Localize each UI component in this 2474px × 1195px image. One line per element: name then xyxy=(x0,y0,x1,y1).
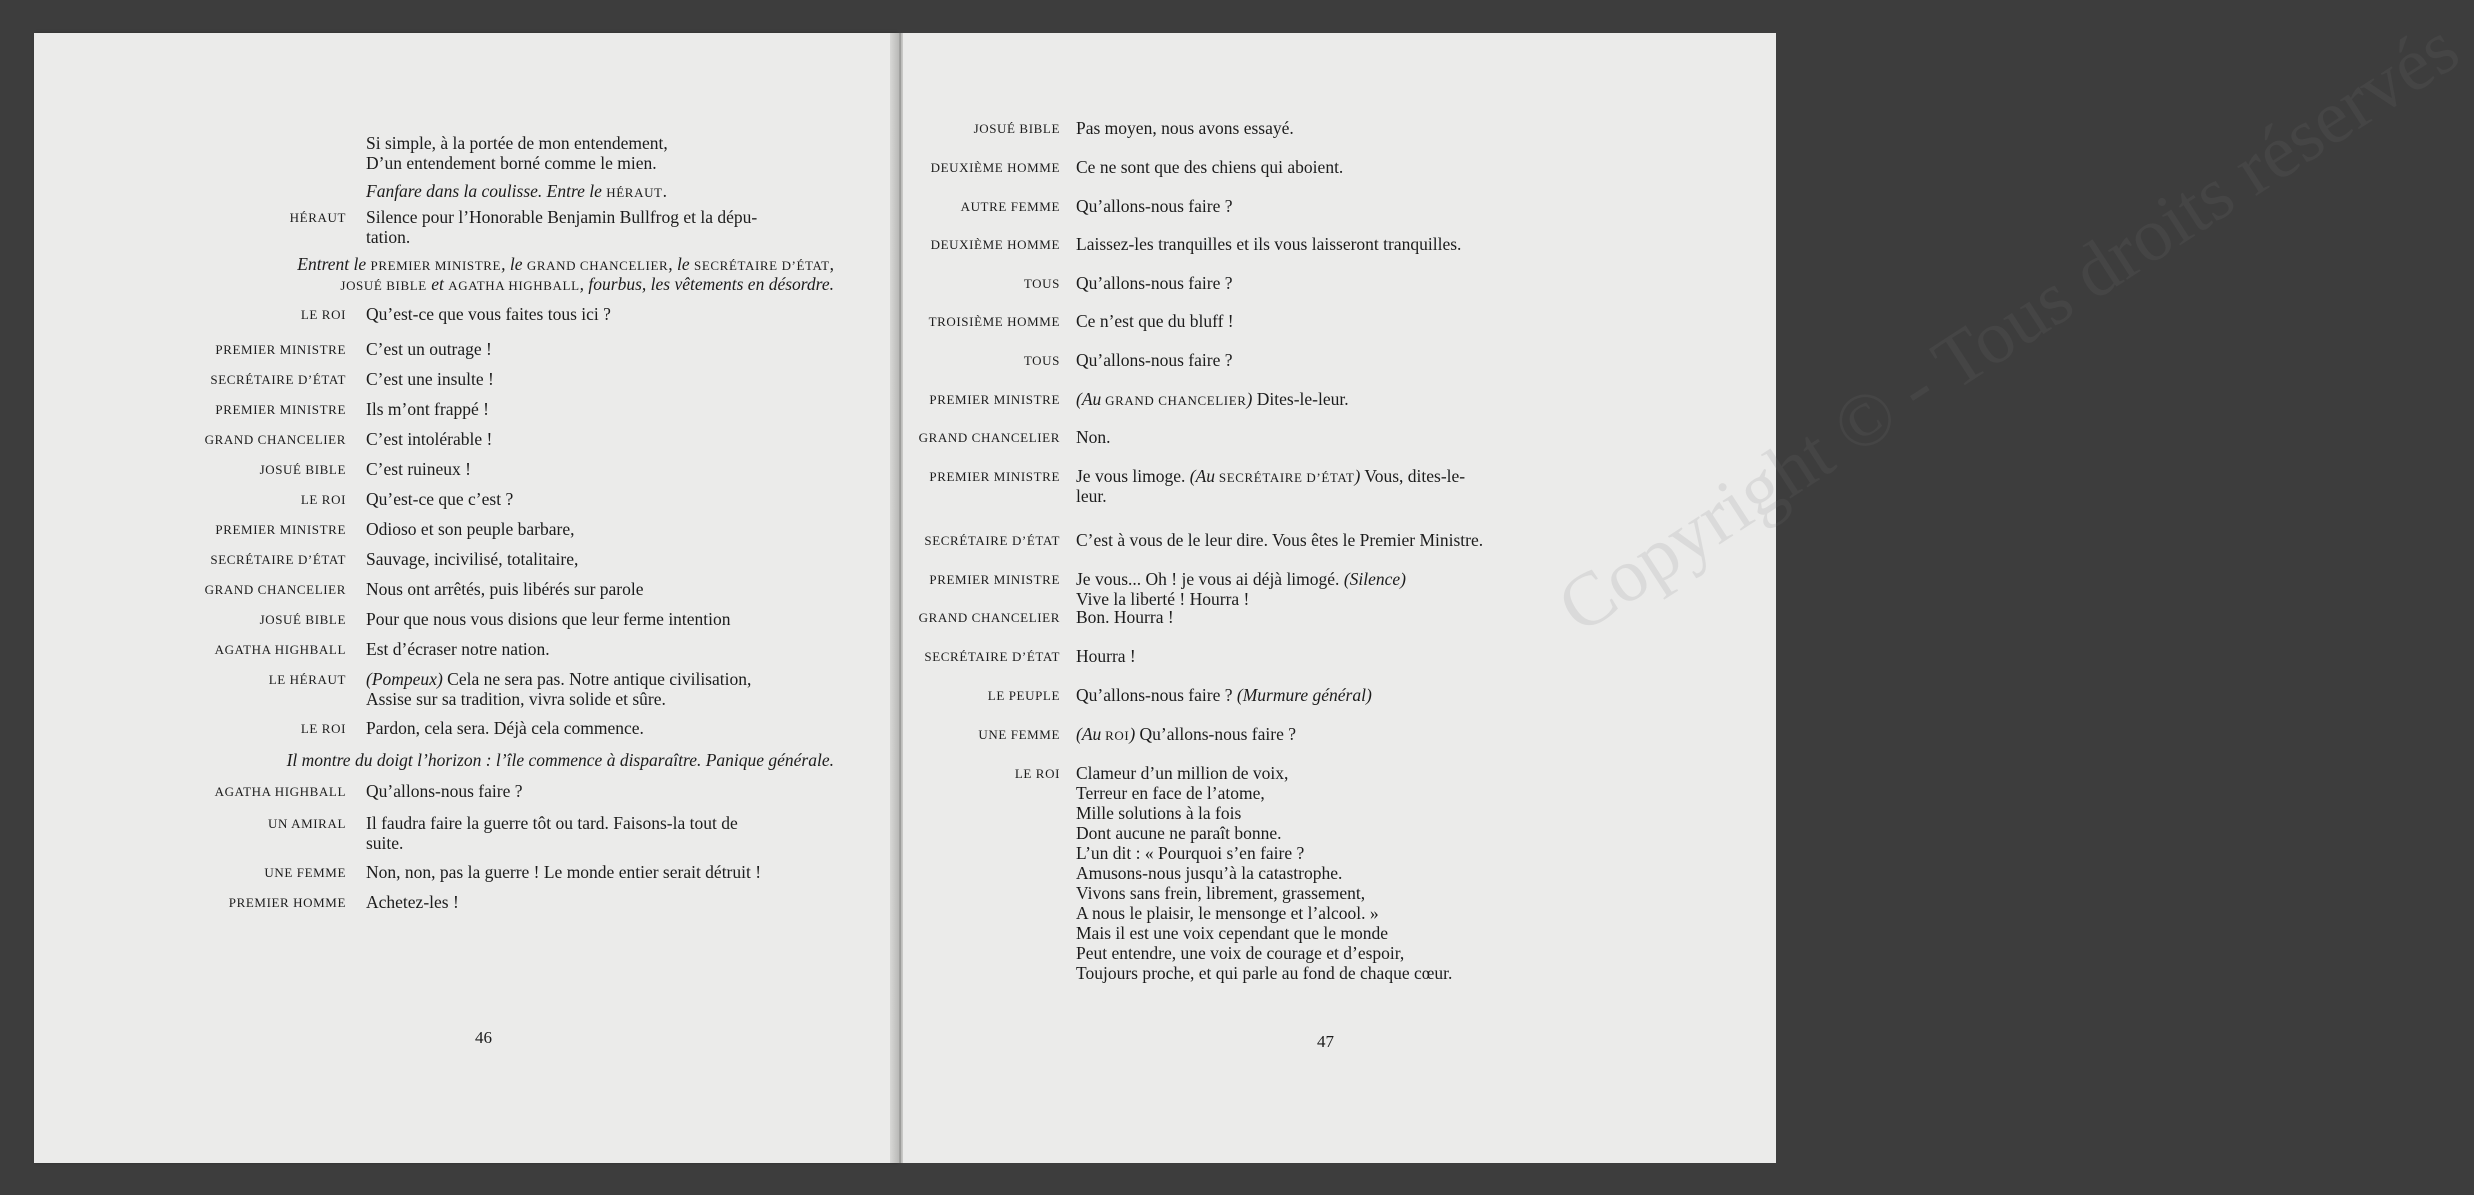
dialogue-line: Qu’allons-nous faire ? xyxy=(1076,273,1233,293)
dialogue-line: leur. xyxy=(1076,486,1107,506)
speaker-name: GRAND CHANCELIER xyxy=(918,610,1060,625)
speaker-name: PREMIER MINISTRE xyxy=(215,402,346,417)
dialogue-line: Qu’est-ce que c’est ? xyxy=(366,489,514,509)
dialogue-line: Pas moyen, nous avons essayé. xyxy=(1076,118,1294,138)
dialogue-line: Ce ne sont que des chiens qui aboient. xyxy=(1076,157,1344,177)
speaker-name: PREMIER MINISTRE xyxy=(215,522,346,537)
dialogue-line: Non. xyxy=(1076,427,1111,447)
dialogue-line: Non, non, pas la guerre ! Le monde entier serait détruit ! xyxy=(366,862,762,882)
speaker-name: SECRÉTAIRE D’ÉTAT xyxy=(924,649,1060,664)
left-page xyxy=(34,33,897,1163)
dialogue-line: (Au GRAND CHANCELIER) Dites-le-leur. xyxy=(1076,389,1349,409)
dialogue-line: Dont aucune ne paraît bonne. xyxy=(1076,823,1282,843)
dialogue-line: (Pompeux) Cela ne sera pas. Notre antique civilisation, xyxy=(366,669,752,689)
dialogue-line: Hourra ! xyxy=(1076,646,1136,666)
dialogue-line: Qu’allons-nous faire ? xyxy=(1076,350,1233,370)
speaker-name: PREMIER MINISTRE xyxy=(215,342,346,357)
page-number-left: 46 xyxy=(475,1028,492,1047)
dialogue-line: Amusons-nous jusqu’à la catastrophe. xyxy=(1076,863,1343,883)
dialogue-line: Qu’allons-nous faire ? (Murmure général) xyxy=(1076,685,1372,705)
dialogue-line: Terreur en face de l’atome, xyxy=(1076,783,1265,803)
dialogue-line: Qu’allons-nous faire ? xyxy=(1076,196,1233,216)
dialogue-line: Laissez-les tranquilles et ils vous laisseront tranquilles. xyxy=(1076,234,1462,254)
verse-line: D’un entendement borné comme le mien. xyxy=(366,153,657,173)
dialogue-line: Toujours proche, et qui parle au fond de chaque cœur. xyxy=(1076,963,1453,983)
stage-direction: Il montre du doigt l’horizon : l’île commence à disparaître. Panique générale. xyxy=(286,750,834,770)
stage-direction: Fanfare dans la coulisse. Entre le HÉRAUT. xyxy=(366,181,667,201)
page-number-right: 47 xyxy=(1317,1032,1334,1051)
right-page xyxy=(903,4,2473,1163)
dialogue-line: Mille solutions à la fois xyxy=(1076,803,1242,823)
dialogue-line: Sauvage, incivilisé, totalitaire, xyxy=(366,549,579,569)
dialogue-line: Il faudra faire la guerre tôt ou tard. Faisons-la tout de xyxy=(366,813,738,833)
dialogue-line: Ce n’est que du bluff ! xyxy=(1076,311,1234,331)
speaker-name: SECRÉTAIRE D’ÉTAT xyxy=(210,552,346,567)
dialogue-line: Pardon, cela sera. Déjà cela commence. xyxy=(366,718,644,738)
dialogue-line: Je vous... Oh ! je vous ai déjà limogé. (Silence) xyxy=(1076,569,1406,589)
dialogue-line: Clameur d’un million de voix, xyxy=(1076,763,1289,783)
speaker-name: LE ROI xyxy=(300,492,346,507)
dialogue-line: Qu’est-ce que vous faites tous ici ? xyxy=(366,304,611,324)
dialogue-line: Vive la liberté ! Hourra ! xyxy=(1076,589,1250,609)
speaker-name: GRAND CHANCELIER xyxy=(204,432,346,447)
stage-direction: JOSUÉ BIBLE et AGATHA HIGHBALL, fourbus, les vêtements en désordre. xyxy=(340,274,834,294)
dialogue-line: Assise sur sa tradition, vivra solide et sûre. xyxy=(366,689,666,709)
dialogue-line: A nous le plaisir, le mensonge et l’alcool. » xyxy=(1076,903,1379,923)
speaker-name: DEUXIÈME HOMME xyxy=(930,237,1060,252)
dialogue-line: Silence pour l’Honorable Benjamin Bullfrog et la dépu- xyxy=(366,207,758,227)
dialogue-line: Bon. Hourra ! xyxy=(1076,607,1174,627)
speaker-name: TOUS xyxy=(1023,353,1060,368)
dialogue-line: C’est intolérable ! xyxy=(366,429,493,449)
speaker-name: JOSUÉ BIBLE xyxy=(259,462,346,477)
speaker-name: LE PEUPLE xyxy=(987,688,1060,703)
speaker-name: JOSUÉ BIBLE xyxy=(259,612,346,627)
speaker-name: JOSUÉ BIBLE xyxy=(973,121,1060,136)
dialogue-line: Achetez-les ! xyxy=(366,892,459,912)
dialogue-line: suite. xyxy=(366,833,404,853)
dialogue-line: C’est une insulte ! xyxy=(366,369,494,389)
speaker-name: TOUS xyxy=(1023,276,1060,291)
speaker-name: AGATHA HIGHBALL xyxy=(214,642,346,657)
speaker-name: UNE FEMME xyxy=(978,727,1060,742)
speaker-name: SECRÉTAIRE D’ÉTAT xyxy=(924,533,1060,548)
dialogue-line: Pour que nous vous disions que leur ferme intention xyxy=(366,609,731,629)
dialogue-line: Odioso et son peuple barbare, xyxy=(366,519,575,539)
speaker-name: AGATHA HIGHBALL xyxy=(214,784,346,799)
speaker-name: UN AMIRAL xyxy=(268,816,346,831)
speaker-name: HÉRAUT xyxy=(289,210,346,225)
dialogue-line: Ils m’ont frappé ! xyxy=(366,399,489,419)
dialogue-line: (Au ROI) Qu’allons-nous faire ? xyxy=(1076,724,1297,744)
dialogue-line: tation. xyxy=(366,227,411,247)
dialogue-line: C’est à vous de le leur dire. Vous êtes le Premier Ministre. xyxy=(1076,530,1484,550)
speaker-name: GRAND CHANCELIER xyxy=(918,430,1060,445)
watermark: Copyright © - Tous droits réservés xyxy=(1543,4,2473,650)
speaker-name: SECRÉTAIRE D’ÉTAT xyxy=(210,372,346,387)
stage-direction: Entrent le PREMIER MINISTRE, le GRAND CHANCELIER, le SECRÉTAIRE D’ÉTAT, xyxy=(297,254,834,274)
dialogue-line: Nous ont arrêtés, puis libérés sur parole xyxy=(366,579,644,599)
verse-line: Si simple, à la portée de mon entendement, xyxy=(366,133,668,153)
speaker-name: LE ROI xyxy=(1014,766,1060,781)
speaker-name: PREMIER MINISTRE xyxy=(929,392,1060,407)
speaker-name: UNE FEMME xyxy=(264,865,346,880)
speaker-name: TROISIÈME HOMME xyxy=(928,314,1060,329)
speaker-name: DEUXIÈME HOMME xyxy=(930,160,1060,175)
speaker-name: PREMIER HOMME xyxy=(228,895,346,910)
speaker-name: PREMIER MINISTRE xyxy=(929,469,1060,484)
dialogue-line: L’un dit : « Pourquoi s’en faire ? xyxy=(1076,843,1305,863)
dialogue-line: C’est ruineux ! xyxy=(366,459,471,479)
dialogue-line: Vivons sans frein, librement, grassement, xyxy=(1076,883,1366,903)
speaker-name: PREMIER MINISTRE xyxy=(929,572,1060,587)
dialogue-line: Mais il est une voix cependant que le monde xyxy=(1076,923,1389,943)
speaker-name: AUTRE FEMME xyxy=(960,199,1060,214)
speaker-name: LE HÉRAUT xyxy=(268,672,346,687)
dialogue-line: Est d’écraser notre nation. xyxy=(366,639,550,659)
speaker-name: GRAND CHANCELIER xyxy=(204,582,346,597)
dialogue-line: C’est un outrage ! xyxy=(366,339,492,359)
dialogue-line: Je vous limoge. (Au SECRÉTAIRE D’ÉTAT) Vous, dites-le- xyxy=(1076,466,1466,486)
dialogue-line: Qu’allons-nous faire ? xyxy=(366,781,523,801)
speaker-name: LE ROI xyxy=(300,721,346,736)
speaker-name: LE ROI xyxy=(300,307,346,322)
dialogue-line: Peut entendre, une voix de courage et d’espoir, xyxy=(1076,943,1405,963)
